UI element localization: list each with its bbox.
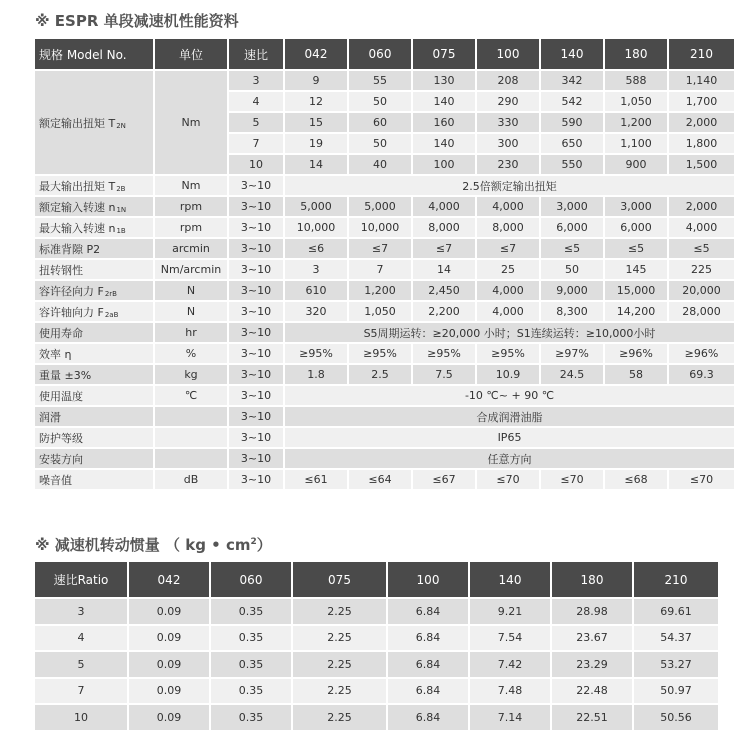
table-cell: 54.37 [634,626,718,651]
header-model: 规格 Model No. [35,39,153,69]
table-row [35,197,734,216]
table-cell: 7.5 [413,365,475,384]
table-cell: 50.97 [634,679,718,704]
table-cell: ≥95% [477,344,539,363]
table-row [35,365,734,384]
table-row [35,386,734,405]
table-row [35,323,734,342]
table-cell: 6,000 [541,218,603,237]
row-ratio: 4 [35,626,127,651]
header-140: 140 [470,562,550,597]
row-ratio: 7 [229,134,283,153]
table-cell: 1,500 [669,155,734,174]
row-ratio: 3~10 [229,365,283,384]
table-cell: 2.25 [293,652,386,677]
table-cell: 23.67 [552,626,632,651]
table-cell: 6.84 [388,626,468,651]
row-ratio: 3~10 [229,302,283,321]
table-cell: 12 [285,92,347,111]
header-unit: 单位 [155,39,227,69]
table-cell: 100 [413,155,475,174]
table-cell: 300 [477,134,539,153]
table-header-row [35,39,734,69]
table-cell: 69.61 [634,599,718,624]
table-cell: ≥95% [349,344,411,363]
header-100: 100 [477,39,539,69]
row-ratio: 3~10 [229,449,283,468]
table-cell: ≤5 [541,239,603,258]
table-cell: 4,000 [413,197,475,216]
row-label: 容许径向力 F2rB [35,281,153,300]
header-180: 180 [552,562,632,597]
table-cell: ≤7 [413,239,475,258]
table-cell: 225 [669,260,734,279]
table-cell: 208 [477,71,539,90]
table-cell: 550 [541,155,603,174]
table-cell: 3,000 [605,197,667,216]
table-cell: 290 [477,92,539,111]
row-label: 扭转钢性 [35,260,153,279]
row-unit: rpm [155,218,227,237]
table-cell: 15,000 [605,281,667,300]
table-cell: 6.84 [388,679,468,704]
row-label: 重量 ±3% [35,365,153,384]
row-unit: rpm [155,197,227,216]
table-cell: 342 [541,71,603,90]
table-cell: 1,050 [349,302,411,321]
table-cell: 5,000 [285,197,347,216]
row-ratio: 3~10 [229,197,283,216]
table-cell: 10,000 [349,218,411,237]
table-cell: 2.5 [349,365,411,384]
table-cell: 900 [605,155,667,174]
table-cell: 1,800 [669,134,734,153]
table-row [35,239,734,258]
row-label: 防护等级 [35,428,153,447]
span-cell: -10 ℃~ + 90 ℃ [285,386,734,405]
table-cell: 22.48 [552,679,632,704]
table-cell: 230 [477,155,539,174]
table-row [35,176,734,195]
table-cell: 2,200 [413,302,475,321]
table-cell: 9,000 [541,281,603,300]
table-cell: 140 [413,134,475,153]
table-cell: 24.5 [541,365,603,384]
table-row [35,407,734,426]
header-180: 180 [605,39,667,69]
table-cell: 2,000 [669,197,734,216]
table-cell: 3,000 [541,197,603,216]
table-cell: 650 [541,134,603,153]
table-cell: ≤5 [605,239,667,258]
row-ratio: 10 [35,705,127,730]
table-cell: 140 [413,92,475,111]
table-cell: 330 [477,113,539,132]
header-210: 210 [634,562,718,597]
table-cell: 50 [349,92,411,111]
table-cell: 0.09 [129,626,209,651]
row-label: 额定输入转速 n1N [35,197,153,216]
inertia-table-title: ※ 减速机转动惯量 （ kg • $cm^2$） [35,536,272,554]
table-cell: 610 [285,281,347,300]
header-060: 060 [211,562,291,597]
row-label: 最大输入转速 n1B [35,218,153,237]
table-cell: ≤64 [349,470,411,489]
table-cell: 4,000 [477,302,539,321]
table-cell: ≤7 [477,239,539,258]
row-ratio: 3~10 [229,323,283,342]
row-unit: ℃ [155,386,227,405]
table-row [35,260,734,279]
table-cell: ≤61 [285,470,347,489]
table-cell: 8,000 [477,218,539,237]
table-cell: ≥95% [285,344,347,363]
row-unit: arcmin [155,239,227,258]
row-unit: N [155,302,227,321]
row-unit [155,407,227,426]
table-cell: 4,000 [477,281,539,300]
row-ratio: 4 [229,92,283,111]
table-cell: 1,200 [605,113,667,132]
table-cell: 1,200 [349,281,411,300]
table-cell: 7.42 [470,652,550,677]
table-row [35,428,734,447]
table-cell: 10,000 [285,218,347,237]
table-cell: 130 [413,71,475,90]
table-cell: 58 [605,365,667,384]
header-042: 042 [285,39,347,69]
row-unit [155,449,227,468]
table-cell: ≤67 [413,470,475,489]
row-ratio: 3~10 [229,239,283,258]
table-cell: ≤70 [669,470,734,489]
header-060: 060 [349,39,411,69]
table-cell: ≥96% [669,344,734,363]
table-cell: 22.51 [552,705,632,730]
table-row [35,71,734,90]
row-label: 噪音值 [35,470,153,489]
row-ratio: 3 [35,599,127,624]
row-ratio: 3~10 [229,176,283,195]
table-cell: 8,300 [541,302,603,321]
table-cell: 28,000 [669,302,734,321]
table-cell: 9 [285,71,347,90]
header-ratio: 速比 [229,39,283,69]
row-unit: Nm [155,176,227,195]
table-cell: 10.9 [477,365,539,384]
table-cell: 14 [285,155,347,174]
table-row [35,218,734,237]
table-cell: 1.8 [285,365,347,384]
table-cell: 0.09 [129,705,209,730]
row-ratio: 3 [229,71,283,90]
span-cell: 合成润滑油脂 [285,407,734,426]
table-cell: 60 [349,113,411,132]
table-cell: 25 [477,260,539,279]
span-cell: IP65 [285,428,734,447]
table-cell: 50 [541,260,603,279]
table-cell: 1,100 [605,134,667,153]
row-ratio: 3~10 [229,344,283,363]
row-ratio: 3~10 [229,260,283,279]
table-cell: 160 [413,113,475,132]
row-unit: Nm/arcmin [155,260,227,279]
header-075: 075 [293,562,386,597]
table-cell: 8,000 [413,218,475,237]
table-cell: 40 [349,155,411,174]
row-unit: hr [155,323,227,342]
row-unit: dB [155,470,227,489]
header-042: 042 [129,562,209,597]
table-cell: 7.48 [470,679,550,704]
span-cell: 任意方向 [285,449,734,468]
table-row [35,281,734,300]
table-row [35,344,734,363]
table-cell: ≤70 [541,470,603,489]
table-cell: 2.25 [293,626,386,651]
table-row [35,470,734,489]
table-cell: ≥96% [605,344,667,363]
row-label: 使用温度 [35,386,153,405]
table-row [35,679,718,704]
table-cell: 2.25 [293,599,386,624]
table-cell: ≤5 [669,239,734,258]
table-cell: 2.25 [293,679,386,704]
table-cell: 7.54 [470,626,550,651]
row-ratio: 5 [35,652,127,677]
row-label: 使用寿命 [35,323,153,342]
row-ratio: 3~10 [229,407,283,426]
span-cell: S5周期运转：≥20,000 小时；S1连续运转：≥10,000小时 [285,323,734,342]
table-cell: 0.09 [129,599,209,624]
table-cell: 0.35 [211,705,291,730]
header-210: 210 [669,39,734,69]
row-unit: kg [155,365,227,384]
table-cell: ≤68 [605,470,667,489]
table-cell: 14,200 [605,302,667,321]
header-140: 140 [541,39,603,69]
row-ratio: 3~10 [229,281,283,300]
row-label: 润滑 [35,407,153,426]
table-cell: 55 [349,71,411,90]
table-cell: 145 [605,260,667,279]
row-ratio: 3~10 [229,470,283,489]
table-cell: 15 [285,113,347,132]
table-cell: 6.84 [388,705,468,730]
table-cell: ≤6 [285,239,347,258]
row-label: 标准背隙 P2 [35,239,153,258]
table-cell: 23.29 [552,652,632,677]
header-100: 100 [388,562,468,597]
table-header-row [35,562,718,597]
table-cell: 6,000 [605,218,667,237]
table-cell: 6.84 [388,599,468,624]
row-label: 容许轴向力 F2aB [35,302,153,321]
table-cell: 9.21 [470,599,550,624]
table-row [35,626,718,651]
table-cell: ≤7 [349,239,411,258]
table-cell: 0.35 [211,626,291,651]
header-075: 075 [413,39,475,69]
row-ratio: 3~10 [229,218,283,237]
table-row [35,705,718,730]
row-unit: % [155,344,227,363]
row-label: 额定输出扭矩 T2N [35,71,153,174]
table-cell: 0.09 [129,679,209,704]
row-label: 最大输出扭矩 T2B [35,176,153,195]
table-cell: 20,000 [669,281,734,300]
spec-table-title: ※ ESPR 单段减速机性能资料 [35,12,239,30]
table-cell: 1,050 [605,92,667,111]
table-cell: 7.14 [470,705,550,730]
table-cell: 4,000 [477,197,539,216]
inertia-table [33,560,720,732]
table-cell: 0.35 [211,679,291,704]
header-ratio: 速比Ratio [35,562,127,597]
table-cell: 2,000 [669,113,734,132]
row-label: 安装方向 [35,449,153,468]
row-ratio: 7 [35,679,127,704]
row-ratio: 5 [229,113,283,132]
table-cell: 590 [541,113,603,132]
row-ratio: 10 [229,155,283,174]
row-ratio: 3~10 [229,428,283,447]
table-cell: ≤70 [477,470,539,489]
table-cell: ≥97% [541,344,603,363]
table-cell: 0.35 [211,599,291,624]
table-row [35,302,734,321]
table-row [35,652,718,677]
table-cell: 5,000 [349,197,411,216]
table-cell: 2.25 [293,705,386,730]
table-cell: 1,140 [669,71,734,90]
table-cell: 69.3 [669,365,734,384]
table-cell: 2,450 [413,281,475,300]
table-cell: 4,000 [669,218,734,237]
table-cell: 0.35 [211,652,291,677]
table-cell: 50 [349,134,411,153]
performance-table [33,37,736,491]
table-cell: 19 [285,134,347,153]
table-cell: 6.84 [388,652,468,677]
table-cell: 588 [605,71,667,90]
span-cell: 2.5倍额定输出扭矩 [285,176,734,195]
table-cell: 320 [285,302,347,321]
table-cell: 53.27 [634,652,718,677]
table-cell: 1,700 [669,92,734,111]
row-unit: Nm [155,71,227,174]
row-unit [155,428,227,447]
table-cell: 7 [349,260,411,279]
table-cell: 14 [413,260,475,279]
table-row [35,449,734,468]
table-cell: 0.09 [129,652,209,677]
row-label: 效率 η [35,344,153,363]
table-cell: 3 [285,260,347,279]
row-unit: N [155,281,227,300]
table-cell: 28.98 [552,599,632,624]
row-ratio: 3~10 [229,386,283,405]
table-row [35,599,718,624]
table-cell: ≥95% [413,344,475,363]
table-cell: 542 [541,92,603,111]
table-cell: 50.56 [634,705,718,730]
